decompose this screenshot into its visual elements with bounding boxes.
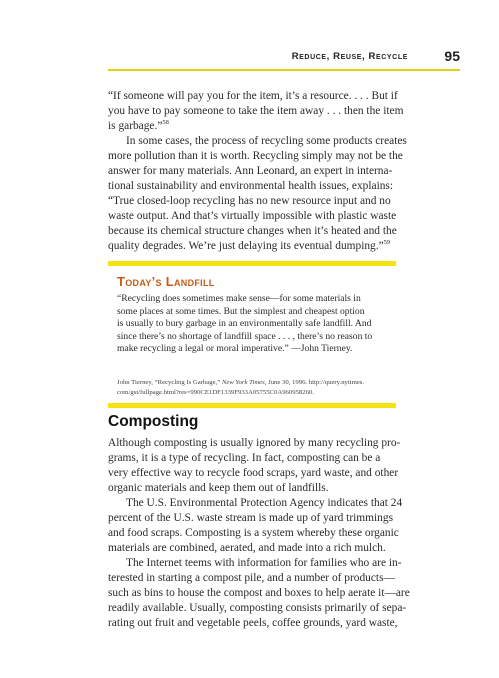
text-line: “True closed-loop recycling has no new resource input and no xyxy=(108,195,391,207)
text-line: readily available. Usually, composting consists primarily of sepa- xyxy=(108,602,407,614)
header-rule xyxy=(108,69,460,71)
sidebar-quote xyxy=(117,293,397,356)
quote-line: is usually to bury garbage in an environmentally safe landfill. And xyxy=(117,318,372,330)
sidebar-citation xyxy=(117,378,397,398)
text-line: such as bins to house the compost and boxes to help aerate it—are xyxy=(108,587,410,599)
text-line: grams, it is a type of recycling. In fact, composting can be a xyxy=(108,452,381,464)
text-line: more pollution than it is worth. Recycling simply may not be the xyxy=(108,150,403,162)
text-line: because its chemical structure changes when it’s heated and the xyxy=(108,225,397,237)
quote-line: make recycling a legal or moral imperative.” —John Tierney. xyxy=(117,343,353,355)
text-line: The Internet teems with information for families who are in- xyxy=(126,557,402,569)
section-heading: Composting xyxy=(108,413,199,430)
text-line: The U.S. Environmental Protection Agency indicates that 24 xyxy=(126,497,403,509)
text-line: tional sustainability and environmental health issues, explains: xyxy=(108,180,394,192)
footnote-ref: 59 xyxy=(383,239,391,247)
running-header-title: Reduce, Reuse, Recycle xyxy=(291,51,408,62)
citation-url: com/gst/fullpage.html?res=990CE1DF1339F933A05755C0A960958260. xyxy=(117,388,314,396)
text-line: percent of the U.S. waste stream is made up of yard trimmings xyxy=(108,512,394,524)
sidebar-bottom-rule xyxy=(108,403,396,408)
text-line: organic materials and keep them out of landfills. xyxy=(108,482,329,494)
running-header xyxy=(108,50,460,66)
text-line: answer for many materials. Ann Leonard, an expert in interna- xyxy=(108,165,393,177)
sidebar-box xyxy=(108,261,396,408)
text-line: Although composting is usually ignored by many recycling pro- xyxy=(108,437,401,449)
page-number: 95 xyxy=(444,48,460,64)
text-line: very effective way to recycle food scraps, yard waste, and other xyxy=(108,467,399,479)
composting-paragraph-1 xyxy=(108,436,460,496)
text-line: In some cases, the process of recycling some products creates xyxy=(126,135,407,147)
citation-rest: June 30, 1996. http://query.nytimes. xyxy=(268,379,365,386)
text-line: you have to pay someone to take the item away . . . then the item xyxy=(108,105,404,117)
composting-paragraph-3 xyxy=(108,556,460,631)
pollution-paragraph xyxy=(108,134,460,254)
composting-paragraph-2 xyxy=(108,496,460,556)
quote-line: since there’s no shortage of landfill space . . . , there’s no reason to xyxy=(117,330,373,342)
text-line: and food scraps. Composting is a system whereby these organic xyxy=(108,527,399,539)
text-line: rating out fruit and vegetable peels, coffee grounds, yard waste, xyxy=(108,617,398,629)
text-line: “If someone will pay you for the item, it’s a resource. . . . But if xyxy=(108,90,398,102)
footnote-ref: 58 xyxy=(162,119,169,127)
text-line: materials are combined, aerated, and made into a rich mulch. xyxy=(108,542,386,554)
sidebar-top-rule xyxy=(108,261,396,266)
text-line: terested in starting a compost pile, and a number of products— xyxy=(108,572,395,584)
sidebar-title: Today’s Landfill xyxy=(117,274,215,289)
quote-line: “Recycling does sometimes make sense—for some materials in xyxy=(117,293,361,304)
text-line: quality degrades. We’re just delaying its eventual dumping.” xyxy=(108,240,384,252)
quote-line: some places at some times. But the simplest and cheapest option xyxy=(117,305,365,317)
intro-paragraph xyxy=(108,89,460,134)
text-line: is garbage.” xyxy=(108,120,163,132)
text-line: waste output. And that’s virtually impossible with plastic waste xyxy=(108,210,397,222)
citation-source: New York Times, xyxy=(221,379,267,386)
citation-author: John Tierney, “Recycling Is Garbage,” xyxy=(117,379,221,386)
